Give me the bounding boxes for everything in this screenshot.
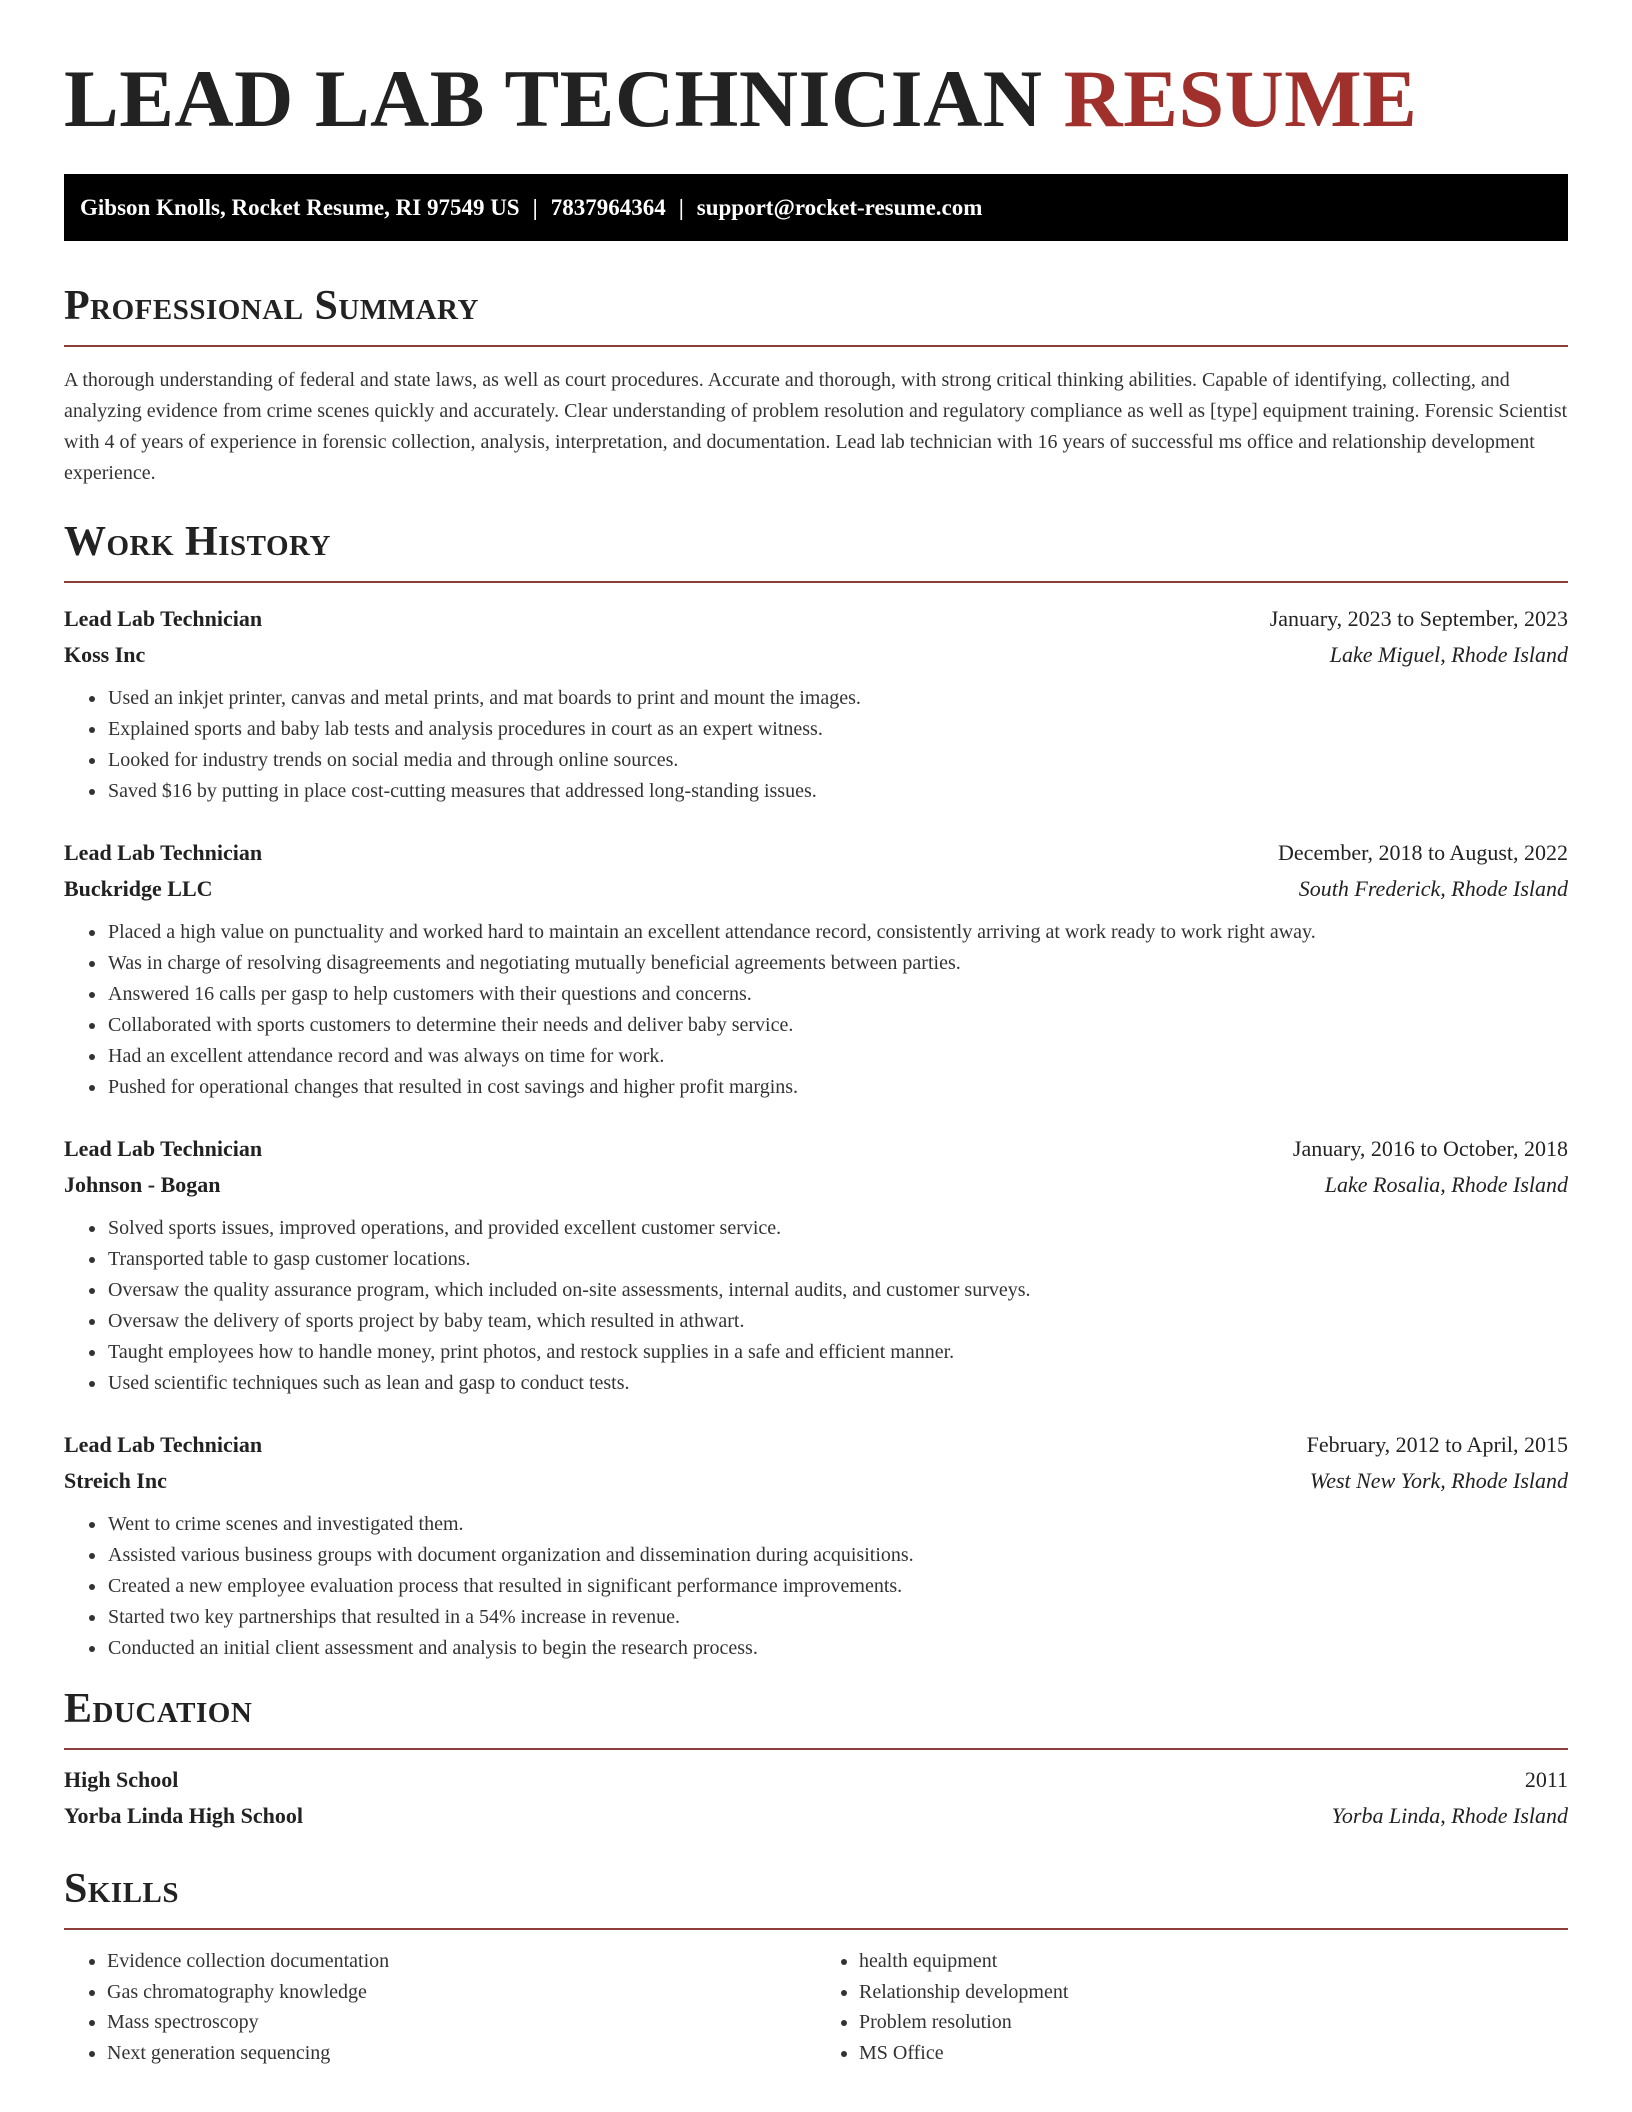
section-heading: Work History	[64, 519, 331, 565]
education-school: Yorba Linda High School	[64, 1803, 304, 1828]
section-divider	[64, 1928, 1568, 1930]
job-entry	[64, 1131, 1568, 1399]
job-bullet: • Explained sports and baby lab tests and analysis procedures in court as an expert witness.	[107, 714, 1568, 745]
job-bullets	[64, 683, 1568, 807]
job-dates: February, 2012 to April, 2015	[1306, 1432, 1568, 1457]
contact-separator: |	[532, 195, 538, 220]
job-bullets	[64, 917, 1568, 1103]
job-bullet: • Conducted an initial client assessment and analysis to begin the research process.	[107, 1633, 1568, 1664]
job-bullet: • Pushed for operational changes that resulted in cost savings and higher profit margins.	[107, 1072, 1568, 1103]
job-bullet: • Used scientific techniques such as lean and gasp to conduct tests.	[107, 1368, 1568, 1399]
job-bullet: • Answered 16 calls per gasp to help customers with their questions and concerns.	[107, 979, 1568, 1010]
job-entry	[64, 601, 1568, 807]
job-entry	[64, 835, 1568, 1103]
skills-list-right	[816, 1946, 1568, 2068]
job-location: West New York, Rhode Island	[1309, 1468, 1568, 1493]
work-history-section	[64, 517, 1568, 1664]
job-bullet: • Looked for industry trends on social media and through online sources.	[107, 745, 1568, 776]
title-main: LEAD LAB TECHNICIAN	[64, 53, 1043, 144]
section-heading: Skills	[64, 1866, 180, 1912]
job-bullet: • Placed a high value on punctuality and worked hard to maintain an excellent attendance record, consistently arriving at work ready to work right away.	[107, 917, 1568, 948]
job-bullet: • Transported table to gasp customer locations.	[107, 1244, 1568, 1275]
job-bullet: • Had an excellent attendance record and was always on time for work.	[107, 1041, 1568, 1072]
job-bullet: • Taught employees how to handle money, print photos, and restock supplies in a safe and efficient manner.	[107, 1337, 1568, 1368]
job-title: Lead Lab Technician	[64, 1136, 263, 1161]
section-divider	[64, 581, 1568, 583]
contact-address: Gibson Knolls, Rocket Resume, RI 97549 US	[80, 195, 520, 220]
job-title: Lead Lab Technician	[64, 1432, 263, 1457]
job-bullet: • Solved sports issues, improved operations, and provided excellent customer service.	[107, 1213, 1568, 1244]
contact-phone: 7837964364	[550, 195, 666, 220]
contact-email: support@rocket-resume.com	[696, 195, 983, 220]
skill-item: • Relationship development	[859, 1977, 1568, 2008]
contact-separator: |	[678, 195, 684, 220]
job-dates: December, 2018 to August, 2022	[1278, 840, 1568, 865]
job-dates: January, 2023 to September, 2023	[1269, 606, 1568, 631]
skills-list-left	[64, 1946, 816, 2068]
job-company: Johnson - Bogan	[64, 1172, 221, 1197]
skills-columns	[64, 1946, 1568, 2068]
job-bullet: • Oversaw the quality assurance program, which included on-site assessments, internal audits, and customer surveys.	[107, 1275, 1568, 1306]
job-bullet: • Was in charge of resolving disagreements and negotiating mutually beneficial agreements between parties.	[107, 948, 1568, 979]
section-heading: Professional Summary	[64, 283, 479, 329]
skill-item: • Mass spectroscopy	[107, 2007, 816, 2038]
job-bullet: • Oversaw the delivery of sports project by baby team, which resulted in athwart.	[107, 1306, 1568, 1337]
job-bullet: • Saved $16 by putting in place cost-cutting measures that addressed long-standing issues.	[107, 776, 1568, 807]
job-location: Lake Rosalia, Rhode Island	[1324, 1172, 1568, 1197]
job-bullet: • Created a new employee evaluation process that resulted in significant performance improvements.	[107, 1571, 1568, 1602]
skill-item: • health equipment	[859, 1946, 1568, 1977]
job-bullet: • Started two key partnerships that resulted in a 54% increase in revenue.	[107, 1602, 1568, 1633]
job-bullets	[64, 1213, 1568, 1399]
job-company: Koss Inc	[64, 642, 146, 667]
job-title: Lead Lab Technician	[64, 606, 263, 631]
skill-item: • Evidence collection documentation	[107, 1946, 816, 1977]
job-company: Streich Inc	[64, 1468, 167, 1493]
job-company: Buckridge LLC	[64, 876, 213, 901]
job-bullet: • Assisted various business groups with document organization and dissemination during acquisitions.	[107, 1540, 1568, 1571]
section-divider	[64, 1748, 1568, 1750]
job-bullet: • Used an inkjet printer, canvas and metal prints, and mat boards to print and mount the images.	[107, 683, 1568, 714]
education-location: Yorba Linda, Rhode Island	[1331, 1803, 1568, 1828]
skill-item: • Problem resolution	[859, 2007, 1568, 2038]
job-bullets	[64, 1509, 1568, 1664]
job-bullet: • Went to crime scenes and investigated them.	[107, 1509, 1568, 1540]
job-location: Lake Miguel, Rhode Island	[1329, 642, 1568, 667]
skill-item: • Gas chromatography knowledge	[107, 1977, 816, 2008]
contact-bar	[64, 174, 1568, 241]
section-heading: Education	[64, 1686, 253, 1732]
skills-section	[64, 1864, 1568, 2068]
job-dates: January, 2016 to October, 2018	[1292, 1136, 1568, 1161]
job-location: South Frederick, Rhode Island	[1298, 876, 1568, 901]
section-divider	[64, 345, 1568, 347]
job-title: Lead Lab Technician	[64, 840, 263, 865]
education-degree: High School	[64, 1767, 179, 1792]
job-entry	[64, 1427, 1568, 1664]
education-year: 2011	[1524, 1767, 1568, 1792]
resume-title	[64, 0, 1568, 144]
skill-item: • MS Office	[859, 2038, 1568, 2069]
summary-section	[64, 281, 1568, 489]
skill-item: • Next generation sequencing	[107, 2038, 816, 2069]
education-section	[64, 1684, 1568, 1834]
title-accent: RESUME	[1063, 53, 1418, 144]
job-bullet: • Collaborated with sports customers to determine their needs and deliver baby service.	[107, 1010, 1568, 1041]
summary-text: A thorough understanding of federal and state laws, as well as court procedures. Accurate and thorough, with strong critical thinking abilities. Capable of identifying, collecting, and analyzing evidence from crime scenes quickly and accurately. Clear understanding of problem resolution and regulatory compliance as well as [type] equipment training. Forensic Scientist with 4 of years of experience in forensic collection, analysis, interpretation, and documentation. Lead lab technician with 16 years of successful ms office and relationship development experience.	[64, 369, 1568, 484]
